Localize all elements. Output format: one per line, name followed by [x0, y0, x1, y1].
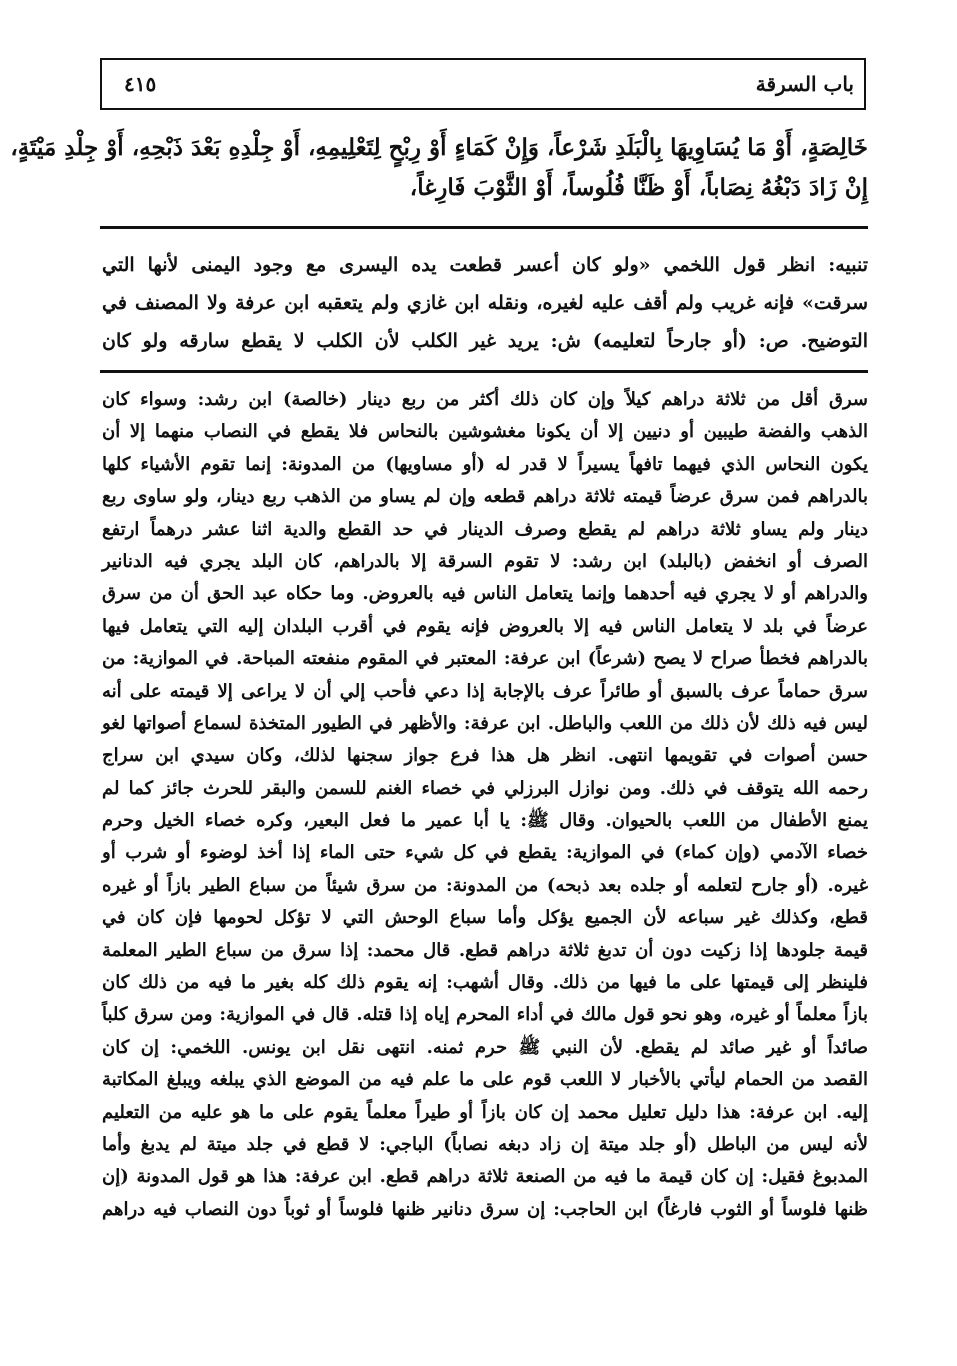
commentary-line: سرق حماماً عرف بالسبق أو طائراً عرف بالإجابة إذا دعي فأحب إلي أن لا يراعى إلا قيمته على أنه: [102, 680, 868, 702]
commentary-line: ظنها فلوساً أو الثوب فارغاً) ابن الحاجب: إن سرق دنانير ظنها فلوساً أو ثوباً دون النصاب فيه دراهم: [102, 1198, 868, 1220]
divider: [100, 226, 868, 229]
commentary-line: لأنه ليس من الباطل (أو جلد ميتة إن زاد دبغه نصاباً) الباجي: لا قطع في جلد ميتة لم يدبغ وأما: [102, 1133, 868, 1155]
commentary-line: بازاً معلماً أو غيره، وهو نحو قول مالك في أداء المحرم إياه إذا قتله. قال في الموازية: ومن سرق كلباً: [102, 1004, 868, 1026]
commentary-line: الصرف أو انخفض (بالبلد) ابن رشد: لا تقوم السرقة إلا بالدراهم، كان البلد يجري فيه الدنانير: [102, 550, 868, 572]
commentary-line: قطع، وكذلك غير سباعه لأن الجميع يؤكل وأما سباع الوحش التي لا تؤكل لحومها فإن كان في: [102, 907, 868, 929]
commentary-line: عرضاً في بلد لا يتعامل الناس فيه إلا بالعروض فإنه يقوم في أقرب البلدان إليه التي يتعامل فيها: [102, 615, 868, 637]
commentary-line: بالدراهم فمن سرق عرضاً قيمته ثلاثة دراهم قطعه وإن لم يساو من الذهب ربع دينار، ولو ساوى ربع: [102, 486, 868, 508]
note-text: [102, 246, 868, 360]
commentary-line: إليه. ابن عرفة: هذا دليل تعليل محمد إن كان بازاً أو طيراً معلماً يقوم على ما هو عليه من التعليم: [102, 1101, 868, 1123]
divider: [100, 370, 868, 373]
commentary-line: يمنع الأطفال من اللعب بالحيوان. وقال ﷺ: يا أبا عمير ما فعل البعير، وكره خصاء الخيل وحرم: [102, 810, 868, 832]
commentary-line: غيره. (أو جارح لتعلمه أو جلده بعد ذبحه) من المدونة: من سرق شيئاً من سباع الطير بازاً أو غيره: [102, 874, 868, 896]
commentary-text: [102, 384, 868, 1226]
commentary-line: فلينظر إلى قيمتها على ما فيها من ذلك. وقال أشهب: إنه يقوم ذلك كله بغير ما فيه من ذلك كان: [102, 972, 868, 994]
commentary-line: سرق أقل من ثلاثة دراهم كيلاً وإن كان ذلك أكثر من ربع دينار (خالصة) ابن رشد: وسواء كان: [102, 389, 868, 410]
note-line: التوضيح. ص: (أو جارحاً لتعليمه) ش: يريد غير الكلب لأن الكلب لا يقطع سارقه ولو كان: [102, 330, 868, 352]
page-number: ٤١٥: [124, 72, 157, 96]
matn-line: إِنْ زَادَ دَبْغُهُ نِصَاباً، أَوْ ظَنَّا فُلُوساً، أَوْ الثَّوْبَ فَارِغاً،: [409, 174, 868, 201]
commentary-line: المدبوغ فقيل: إن كان قيمة ما فيه من الصنعة ثلاثة دراهم قطع. ابن عرفة: هذا هو قول المدونة (إن: [102, 1166, 868, 1188]
commentary-line: ليس فيه ذلك لأن ذلك من اللعب والباطل. ابن عرفة: والأظهر في الطيور المتخذة لسماع أصواتها لغو: [102, 712, 868, 734]
commentary-line: خصاء الآدمي (وإن كماء) في الموازية: يقطع في كل شيء حتى الماء إذا أخذ لوضوء أو شرب أو: [102, 842, 868, 864]
commentary-line: بالدراهم فخطأ صراح لا يصح (شرعاً) ابن عرفة: المعتبر في المقوم منفعته المباحة. في الموازية: من: [102, 648, 868, 670]
commentary-line: القصد من الحمام ليأتي بالأخبار لا اللعب قوم على ما علم فيه من الموضع الذي يبلغه ويبلغ المكاتبة: [102, 1069, 868, 1091]
page-header: [100, 58, 866, 110]
commentary-line: دينار ولم يساو ثلاثة دراهم لم يقطع وصرف الدينار في حد القطع والدية اثنا عشر درهماً ارتفع: [102, 518, 868, 540]
commentary-line: الذهب والفضة طيبين أو دنيين إلا أن يكونا مغشوشين بالنحاس فلا يقطع في النصاب منهما إلا أن: [102, 421, 868, 443]
commentary-line: والدراهم أو لا يجري فيه أحدهما وإنما يتعامل الناس فيه بالعروض. وما حكاه عبد الحق أن من سرق: [102, 583, 868, 605]
matn-line: خَالِصَةٍ، أَوْ مَا يُسَاوِيهَا بِالْبَلَدِ شَرْعاً، وَإِنْ كَمَاءٍ أَوْ رِبْحٍ لِتَعْلِيمِهِ، أَوْ جِلْدِهِ بَعْدَ ذَبْحِهِ، أَوْ جِلْدِ مَيْتَةٍ،: [10, 134, 868, 161]
note-line: تنبيه: انظر قول اللخمي «ولو كان أعسر قطعت يده اليسرى مع وجود اليمنى لأنها التي: [102, 254, 868, 276]
note-line: سرقت» فإنه غريب ولم أقف عليه لغيره، ونقله ابن غازي ولم يتعقبه ابن عرفة ولا المصنف في: [102, 292, 868, 314]
matn-text: [10, 128, 868, 208]
commentary-line: يكون النحاس الذي فيهما تافهاً يسيراً لا قدر له (أو مساويها) من المدونة: إنما تقوم الأشياء كلها: [102, 453, 868, 475]
commentary-line: حسن أصوات في تقويمها انتهى. انظر هل هذا فرع جواز سجنها لذلك، وكان سيدي ابن سراج: [102, 745, 868, 767]
commentary-line: قيمة جلودها إذا زكيت دون أن تدبغ ثلاثة دراهم قطع. قال محمد: إذا سرق من سباع الطير المعلمة: [102, 939, 868, 961]
commentary-line: رحمه الله يتوقف في ذلك. ومن نوازل البرزلي في خصاء الغنم للسمن والبقر للحرث جائز كما لم: [102, 777, 868, 799]
commentary-line: صائداً أو غير صائد لم يقطع. لأن النبي ﷺ حرم ثمنه. انتهى نقل ابن يونس. اللخمي: إن كان: [102, 1036, 868, 1058]
chapter-title: باب السرقة: [755, 72, 854, 96]
